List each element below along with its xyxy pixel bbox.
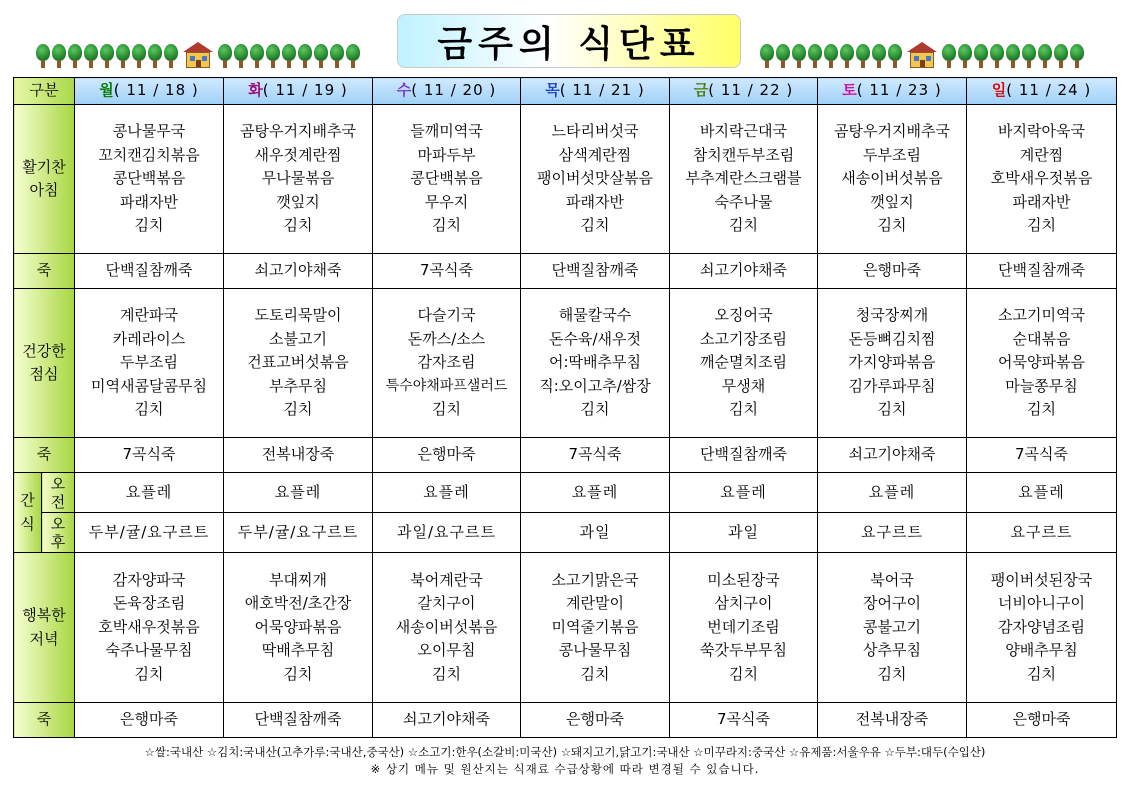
- menu-item: 깨순멸치조림: [700, 353, 787, 372]
- menu-item: 콩단백볶음: [410, 169, 483, 188]
- dinner-cell: [967, 553, 1117, 703]
- porridge-cell: 은행마죽: [373, 438, 521, 473]
- menu-item: 쑥갓두부무침: [700, 641, 787, 660]
- menu-item: 돈까스/소스: [407, 329, 486, 348]
- menu-item: 계란말이: [566, 594, 624, 613]
- menu-item: 돈육장조림: [112, 594, 186, 613]
- snack-pm-cell: 과일: [670, 513, 818, 553]
- header-day: [670, 78, 818, 105]
- menu-item: 김치: [1027, 664, 1056, 683]
- porridge-cell: 은행마죽: [75, 703, 224, 738]
- change-notice: ※ 상기 메뉴 및 원산지는 식재료 수급상황에 따라 변경될 수 있습니다.: [370, 762, 760, 776]
- menu-item: 김치: [283, 400, 313, 419]
- tree-icon: [314, 44, 328, 68]
- snack-pm-label: [42, 513, 75, 553]
- lunch-row: [14, 289, 1117, 438]
- menu-table: [13, 77, 1117, 738]
- menu-item: 계란파국: [120, 306, 178, 325]
- tree-icon: [100, 44, 114, 68]
- day-name: 일: [991, 81, 1007, 100]
- menu-item: 김치: [432, 664, 461, 683]
- day-date: ( 11 / 21 ): [559, 81, 645, 100]
- porridge-cell: 7곡식죽: [967, 438, 1117, 473]
- menu-item: 김치: [877, 216, 907, 235]
- tree-icon: [148, 44, 162, 68]
- menu-item: 오징어국: [714, 306, 773, 325]
- porridge-cell: 은행마죽: [521, 703, 670, 738]
- menu-item: 직:오이고추/쌈장: [539, 376, 651, 395]
- snack-am-cell: 요플레: [967, 473, 1117, 513]
- menu-item: 두부조림: [120, 353, 178, 372]
- menu-item: 양배추무침: [1005, 641, 1078, 660]
- tree-icon: [298, 44, 312, 68]
- menu-item: 해물칼국수: [558, 306, 632, 325]
- tree-icon: [1006, 44, 1020, 68]
- menu-item: 콩나물무국: [112, 122, 186, 141]
- menu-item: 부추무침: [269, 376, 327, 395]
- dinner-cell: [521, 553, 670, 703]
- menu-item: 참치캔두부조림: [692, 145, 795, 164]
- menu-item: 돈수육/새우젓: [549, 329, 642, 348]
- header-day: [967, 78, 1117, 105]
- label-line: 활기찬: [22, 157, 66, 176]
- menu-item: 오이무침: [417, 641, 476, 660]
- menu-item: 감자조림: [417, 353, 476, 372]
- tree-icon: [872, 44, 886, 68]
- tree-icon: [760, 44, 774, 68]
- menu-item: 김치: [729, 216, 758, 235]
- menu-item: 김치: [580, 400, 610, 419]
- menu-item: 김치: [729, 400, 758, 419]
- menu-item: 새송이버섯볶음: [841, 169, 943, 188]
- menu-item: 소고기미역국: [998, 306, 1085, 325]
- menu-item: 김치: [1027, 216, 1056, 235]
- menu-item: 느타리버섯국: [551, 122, 639, 141]
- tree-icon: [84, 44, 98, 68]
- menu-item: 미역새콤달콤무침: [91, 376, 207, 395]
- lunch-label: [14, 289, 75, 438]
- menu-item: 김치: [580, 216, 610, 235]
- porridge-label: 죽: [14, 254, 75, 289]
- menu-item: 들깨미역국: [410, 122, 483, 141]
- lunch-porridge-row: [14, 438, 1117, 473]
- breakfast-row: [14, 105, 1117, 254]
- menu-item: 마늘쫑무침: [1005, 376, 1078, 395]
- breakfast-cell: [967, 105, 1117, 254]
- porridge-cell: 단백질참깨죽: [521, 254, 670, 289]
- breakfast-cell: [521, 105, 670, 254]
- header-day: [521, 78, 670, 105]
- tree-icon: [840, 44, 854, 68]
- menu-item: 청국장찌개: [855, 306, 929, 325]
- header-day: [224, 78, 373, 105]
- porridge-cell: 전복내장죽: [224, 438, 373, 473]
- breakfast-label: [14, 105, 75, 254]
- porridge-label: 죽: [14, 703, 75, 738]
- menu-item: 바지락근대국: [700, 122, 787, 141]
- porridge-label: 죽: [14, 438, 75, 473]
- day-date: ( 11 / 23 ): [856, 81, 942, 100]
- menu-item: 깻잎지: [870, 192, 914, 211]
- tree-icon: [1022, 44, 1036, 68]
- tree-icon: [132, 44, 146, 68]
- menu-item: 콩불고기: [863, 617, 921, 636]
- porridge-cell: 쇠고기야채죽: [670, 254, 818, 289]
- porridge-cell: 전복내장죽: [818, 703, 967, 738]
- menu-item: 새우젓계란찜: [254, 145, 342, 164]
- day-name: 월: [99, 81, 114, 100]
- menu-item: 곰탕우거지배추국: [834, 122, 950, 141]
- menu-item: 도토리묵말이: [254, 306, 342, 325]
- menu-item: 특수야채파프샐러드: [385, 377, 508, 394]
- day-date: ( 11 / 18 ): [113, 81, 199, 100]
- breakfast-cell: [670, 105, 818, 254]
- menu-item: 부추계란스크램블: [685, 169, 802, 188]
- label-line: 식: [20, 514, 35, 533]
- menu-item: 부대찌개: [269, 570, 327, 589]
- menu-item: 김치: [432, 400, 461, 419]
- lunch-cell: [818, 289, 967, 438]
- day-name: 금: [693, 81, 709, 100]
- menu-item: 삼색계란찜: [558, 145, 632, 164]
- label-line: 후: [50, 532, 66, 551]
- porridge-cell: 쇠고기야채죽: [373, 703, 521, 738]
- menu-item: 너비아니구이: [998, 594, 1085, 613]
- snack-pm-cell: 요구르트: [818, 513, 967, 553]
- dinner-cell: [373, 553, 521, 703]
- menu-item: 팽이버섯맛살볶음: [537, 169, 653, 188]
- label-line: 행복한: [22, 606, 66, 624]
- menu-item: 건표고버섯볶음: [247, 353, 349, 372]
- snack-am-label: [42, 473, 75, 513]
- snack-am-cell: 요플레: [224, 473, 373, 513]
- day-date: ( 11 / 24 ): [1006, 81, 1092, 100]
- tree-icon: [792, 44, 806, 68]
- menu-item: 돈등뼈김치찜: [848, 329, 936, 348]
- origin-note: ☆쌀:국내산 ☆김치:국내산(고추가루:국내산,중국산) ☆소고기:한우(소갈비:미국산) ☆돼지고기,닭고기:국내산 ☆미꾸라지:중국산 ☆유제품:서울우유 ☆두부:대두(수입산): [144, 745, 986, 759]
- menu-item: 두부조림: [863, 145, 921, 164]
- tree-icon: [974, 44, 988, 68]
- lunch-cell: [670, 289, 818, 438]
- header-day: [373, 78, 521, 105]
- menu-item: 김치: [432, 216, 461, 235]
- porridge-cell: 단백질참깨죽: [967, 254, 1117, 289]
- label-line: 저녁: [29, 629, 59, 648]
- tree-icon: [330, 44, 344, 68]
- menu-item: 호박새우젓볶음: [98, 617, 200, 636]
- menu-item: 순대볶음: [1012, 329, 1071, 348]
- dinner-cell: [818, 553, 967, 703]
- tree-icon: [218, 44, 232, 68]
- menu-item: 미역줄기볶음: [551, 617, 639, 636]
- snack-pm-cell: 두부/귤/요구르트: [224, 513, 373, 553]
- menu-item: 김치: [134, 664, 164, 683]
- snack-am-cell: 요플레: [670, 473, 818, 513]
- snack-pm-cell: 과일/요구르트: [373, 513, 521, 553]
- snack-am-row: [14, 473, 1117, 513]
- menu-item: 어묵양파볶음: [998, 353, 1085, 372]
- menu-item: 곰탕우거지배추국: [240, 122, 356, 141]
- menu-item: 미소된장국: [707, 570, 780, 589]
- snack-pm-row: [14, 513, 1117, 553]
- porridge-cell: 단백질참깨죽: [224, 703, 373, 738]
- tree-icon: [164, 44, 178, 68]
- day-date: ( 11 / 22 ): [708, 81, 794, 100]
- lunch-cell: [75, 289, 224, 438]
- snack-am-cell: 요플레: [521, 473, 670, 513]
- menu-item: 김치: [729, 664, 758, 683]
- snack-pm-cell: 요구르트: [967, 513, 1117, 553]
- porridge-cell: 쇠고기야채죽: [224, 254, 373, 289]
- porridge-cell: 7곡식죽: [373, 254, 521, 289]
- label-line: 건강한: [22, 341, 66, 360]
- day-date: ( 11 / 19 ): [262, 81, 348, 100]
- day-name: 토: [842, 81, 857, 100]
- tree-icon: [52, 44, 66, 68]
- menu-item: 감자양파국: [112, 570, 186, 589]
- menu-item: 계란찜: [1019, 145, 1064, 164]
- tree-icon: [990, 44, 1004, 68]
- lunch-cell: [967, 289, 1117, 438]
- menu-item: 파래자반: [566, 192, 624, 211]
- tree-icon: [1054, 44, 1068, 68]
- snack-am-cell: 요플레: [373, 473, 521, 513]
- dinner-cell: [670, 553, 818, 703]
- tree-icon: [266, 44, 280, 68]
- porridge-cell: 7곡식죽: [75, 438, 224, 473]
- dinner-label: [14, 553, 75, 703]
- house-icon: [183, 42, 213, 68]
- day-name: 화: [248, 81, 263, 100]
- menu-item: 김가루파무침: [848, 376, 936, 395]
- label-line: 점심: [29, 365, 59, 383]
- menu-item: 바지락아욱국: [998, 122, 1085, 141]
- day-name: 수: [396, 81, 412, 100]
- page-title: 금주의 식단표: [397, 14, 741, 68]
- porridge-cell: 쇠고기야채죽: [818, 438, 967, 473]
- menu-item: 김치: [134, 216, 164, 235]
- menu-item: 다슬기국: [417, 306, 476, 325]
- dinner-porridge-row: [14, 703, 1117, 738]
- menu-item: 김치: [877, 400, 907, 419]
- tree-icon: [958, 44, 972, 68]
- menu-item: 갈치구이: [417, 594, 476, 613]
- tree-icon: [824, 44, 838, 68]
- menu-item: 무생채: [721, 376, 766, 395]
- tree-icon: [1070, 44, 1084, 68]
- menu-item: 어:딱배추무침: [549, 353, 642, 372]
- menu-item: 팽이버섯된장국: [990, 570, 1093, 589]
- menu-item: 숙주나물무침: [105, 641, 193, 660]
- label-line: 전: [50, 492, 66, 511]
- lunch-cell: [373, 289, 521, 438]
- menu-item: 콩나물무침: [558, 641, 632, 660]
- snack-am-cell: 요플레: [75, 473, 224, 513]
- tree-icon: [250, 44, 264, 68]
- header-day: [75, 78, 224, 105]
- menu-item: 애호박전/초간장: [244, 594, 352, 613]
- day-date: ( 11 / 20 ): [411, 81, 497, 100]
- tree-decoration-right: [760, 42, 1084, 68]
- tree-icon: [346, 44, 360, 68]
- label-line: 오: [50, 514, 66, 533]
- breakfast-cell: [224, 105, 373, 254]
- tree-icon: [856, 44, 870, 68]
- menu-item: 김치: [283, 664, 313, 683]
- menu-item: 꼬치캔김치볶음: [98, 145, 200, 164]
- porridge-cell: 7곡식죽: [670, 703, 818, 738]
- menu-item: 깻잎지: [276, 192, 320, 211]
- tree-icon: [282, 44, 296, 68]
- breakfast-cell: [818, 105, 967, 254]
- menu-item: 어묵양파볶음: [254, 617, 342, 636]
- dinner-row: [14, 553, 1117, 703]
- tree-icon: [808, 44, 822, 68]
- menu-item: 소불고기: [269, 329, 327, 348]
- menu-item: 파래자반: [120, 192, 178, 211]
- label-line: 간: [20, 491, 35, 509]
- tree-icon: [942, 44, 956, 68]
- menu-item: 소고기장조림: [700, 329, 787, 348]
- menu-item: 김치: [134, 400, 164, 419]
- tree-icon: [1038, 44, 1052, 68]
- menu-item: 파래자반: [1012, 192, 1071, 211]
- header-row: [14, 78, 1117, 105]
- menu-item: 김치: [580, 664, 610, 683]
- menu-item: 콩단백볶음: [112, 169, 186, 188]
- tree-icon: [776, 44, 790, 68]
- menu-item: 소고기맑은국: [551, 570, 639, 589]
- label-line: 오: [50, 474, 66, 493]
- porridge-cell: 은행마죽: [967, 703, 1117, 738]
- dinner-cell: [75, 553, 224, 703]
- menu-item: 무나물볶음: [261, 169, 335, 188]
- menu-item: 새송이버섯볶음: [395, 617, 498, 636]
- tree-icon: [116, 44, 130, 68]
- menu-item: 김치: [283, 216, 313, 235]
- tree-icon: [888, 44, 902, 68]
- menu-item: 북어국: [870, 570, 914, 589]
- tree-icon: [36, 44, 50, 68]
- menu-item: 장어구이: [863, 594, 921, 613]
- menu-item: 카레라이스: [112, 329, 186, 348]
- menu-item: 삼치구이: [714, 594, 773, 613]
- menu-item: 숙주나물: [714, 192, 773, 211]
- tree-icon: [68, 44, 82, 68]
- label-line: 아침: [29, 181, 59, 199]
- menu-item: 김치: [1027, 400, 1056, 419]
- porridge-cell: 7곡식죽: [521, 438, 670, 473]
- porridge-cell: 은행마죽: [818, 254, 967, 289]
- breakfast-porridge-row: [14, 254, 1117, 289]
- breakfast-cell: [373, 105, 521, 254]
- lunch-cell: [224, 289, 373, 438]
- header-label: 구분: [14, 78, 75, 105]
- tree-decoration-left: [36, 42, 360, 68]
- menu-item: 김치: [877, 664, 907, 683]
- header-day: [818, 78, 967, 105]
- menu-item: 딱배추무침: [261, 641, 335, 660]
- tree-icon: [234, 44, 248, 68]
- dinner-cell: [224, 553, 373, 703]
- menu-item: 무우지: [424, 192, 469, 211]
- snack-pm-cell: 과일: [521, 513, 670, 553]
- menu-item: 번데기조림: [707, 617, 780, 636]
- menu-item: 북어계란국: [410, 570, 483, 589]
- snack-pm-cell: 두부/귤/요구르트: [75, 513, 224, 553]
- menu-item: 감자양념조림: [998, 617, 1085, 636]
- house-icon: [907, 42, 937, 68]
- menu-item: 상추무침: [863, 641, 921, 660]
- menu-item: 호박새우젓볶음: [990, 169, 1093, 188]
- porridge-cell: 단백질참깨죽: [75, 254, 224, 289]
- breakfast-cell: [75, 105, 224, 254]
- menu-item: 가지양파볶음: [848, 353, 936, 372]
- day-name: 목: [545, 81, 560, 100]
- menu-item: 마파두부: [417, 145, 476, 164]
- snack-label: [14, 473, 42, 553]
- lunch-cell: [521, 289, 670, 438]
- snack-am-cell: 요플레: [818, 473, 967, 513]
- porridge-cell: 단백질참깨죽: [670, 438, 818, 473]
